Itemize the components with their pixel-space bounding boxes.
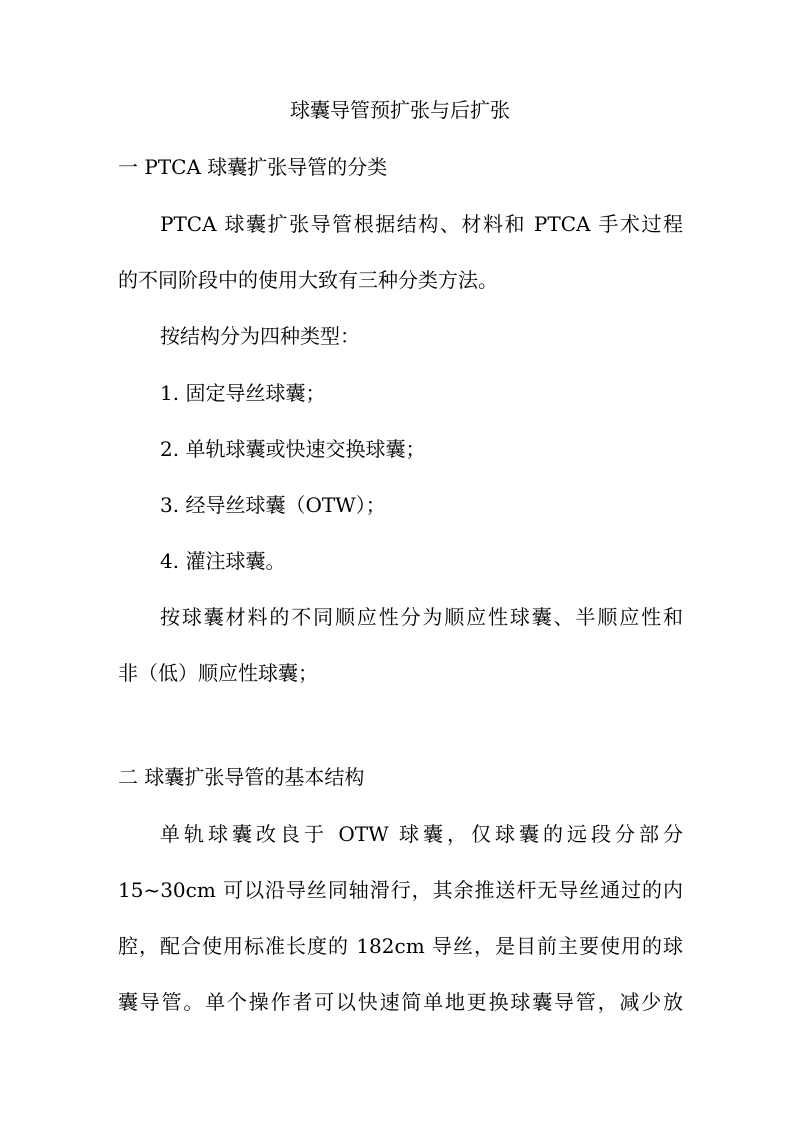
paragraph-line: 按球囊材料的不同顺应性分为顺应性球囊、半顺应性和 [160,605,683,629]
document-title: 球囊导管预扩张与后扩张 [290,98,510,122]
list-item-rapid-exchange: 2. 单轨球囊或快速交换球囊； [160,437,426,461]
paragraph-line: PTCA 球囊扩张导管根据结构、材料和 PTCA 手术过程 [160,212,683,236]
paragraph-line: 非（低）顺应性球囊； [118,661,318,685]
list-item-perfusion: 4. 灌注球囊。 [160,549,286,573]
paragraph-line: 囊导管。单个操作者可以快速简单地更换球囊导管，减少放 [118,990,683,1014]
structure-intro: 按结构分为四种类型： [160,324,360,348]
paragraph-line: 单轨球囊改良于 OTW 球囊，仅球囊的远段分部分 [160,822,683,846]
section-heading-structure: 二 球囊扩张导管的基本结构 [118,765,365,789]
list-item-otw: 3. 经导丝球囊（OTW）； [160,493,386,517]
paragraph-line: 腔，配合使用标准长度的 182cm 导丝，是目前主要使用的球 [118,934,683,958]
paragraph-line: 15~30cm 可以沿导丝同轴滑行，其余推送杆无导丝通过的内 [118,878,683,902]
paragraph-line: 的不同阶段中的使用大致有三种分类方法。 [118,268,498,292]
section-heading-classification: 一 PTCA 球囊扩张导管的分类 [118,155,388,179]
list-item-fixed-wire: 1. 固定导丝球囊； [160,381,326,405]
